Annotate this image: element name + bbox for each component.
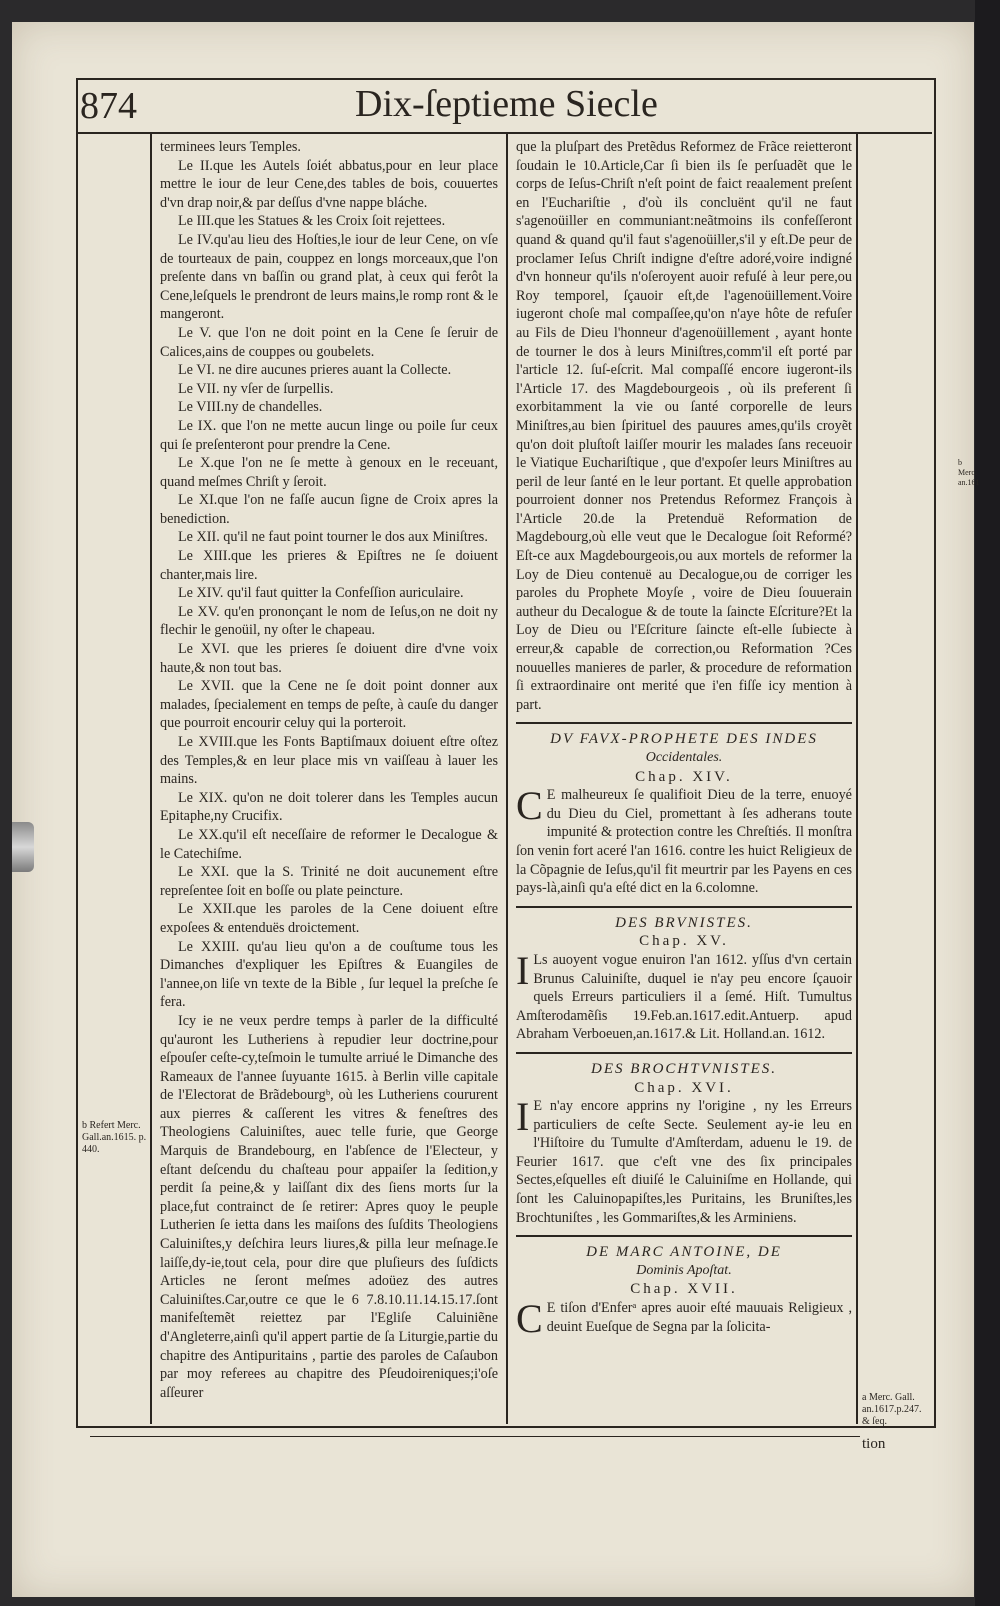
paragraph: Le XXII.que les paroles de la Cene doiuent eſtre expoſees & entenduës droictement. (160, 901, 498, 936)
left-column (160, 138, 498, 1402)
section-text: E malheureux ſe qualifioit Dieu de la terre, enuoyé du Dieu du Ciel, promettant à ſes adherans toute impunité & protection contre les Chreſtiés. Il monſtra ſon venin fort aceré l'an 1616. contre les huict Religieux de la Cõpagnie de Ieſus,qu'il fit meurtrir par les Payens en ces pays-là,ainſi qu'a eſté dict en la 6.colomne. (516, 787, 852, 897)
header-rule (76, 132, 932, 134)
paragraph: Icy ie ne veux perdre temps à parler de la difficulté qu'auront les Lutheriens à repudier leur doctrine,pour eſpouſer ceſte-cy,teſmoin le tumulte arriué le Dimanche des Rameaux de l'annee ſuyuante 1615. à Berlin ville capitale de l'Electorat de Brãdebourgᵇ, où les Lutheriens coururent aux pierres & caſſerent les vitres & feneſtres des Theologiens Caluiniſtes, auec telle furie, que George Marquis de Brandebourg, en l'abſence de l'Electeur, y eſtant deſcendu du chaſteau pour appaiſer la ſedition,y perdit ſa peine,& y laiſſant dix des ſiens morts ſur la place,fut contrainct de ſe retirer: Apres quoy le peuple Lutherien ſe ietta dans les maiſons des ſuſdits Theologiens Caluiniſtes,y deſchira leurs liures,& pilla leur meſnage.Ie laiſſe,dy-ie,tout cela, pour dire que pluſieurs des ſuſdicts Articles ne ſeront meſmes adoüez des autres Caluiniſtes.Car,outre ce que le 6 7.8.10.11.14.15.17.ſont manifeſtemẽt reiettez par l'Egliſe Caluiniẽne d'Angleterre,ainſi qu'il appert partie de ſa Liturgie,partie du chapitre des Antipuritains , partie des paroles de Caſaubon par moy referees au chapitre des Pſeudoireniques;i'oſe aſſeurer (160, 1012, 498, 1401)
running-title: Dix-ſeptieme Siecle (355, 83, 658, 125)
paragraph: Le V. que l'on ne doit point en la Cene ſe ſeruir de Calices,ains de couppes ou goubelets. (160, 324, 498, 360)
chapter-heading: Chap. XV. (639, 933, 729, 950)
section-rule (516, 906, 852, 908)
paragraph: Le VII. ny vſer de ſurpellis. (178, 380, 334, 397)
paragraph: que la pluſpart des Pretẽdus Reformez de Frãce reietteront ſoudain le 10.Article,Car ſi bien ils ſe perſuadẽt que le corps de Ieſus-Chriſt n'eſt point de faict reaalement preſent en l'Euchariſtie , d'où ils concluënt qu'il ne faut s'agenoüiller en communiant:neãtmoins ils confeſſeront quand & quand qu'il faut s'agenoüiller,s'il y eſt.De peur de proclamer Ieſus Chriſt indigne d'eſtre adoré,voire indigné d'vn honneur qu'ils n'oſeroyent auoir refuſé à leur pere,ou Roy temporel, ſçauoir eſt,de l'agenoüillement.Voire iugeront choſe mal compaſſee,qu'on n'aye hôte de refuſer au Fils de Dieu l'honneur d'agenoüillement , ayant honte de tourner le dos à leurs Miniſtres,comm'il eſt porté par l'article 12. ſuſ-eſcrit. Mal compaſſé encore iugeront-ils l'Article 17. des Magdebourgeois , où ils preferent ſi exorbitamment la vie ou ſanté corporelle de leurs Miniſtres,au bien ſpirituel des pauures ames,qu'ils croyẽt qu'on doit pluſtoſt laiſſer mourir les malades ſans receuoir le Viatique Euchariſtique , que d'expoſer leurs Miniſtres au peril de leur ſanté en le leur portant. Et quelle approbation pourroient donner nos Pretendus Reformez François à l'Article 20.de la Pretenduë Reformation de Magdebourg,où elle veut que le Decalogue ſoit Reformé?Eſt-ce aux Magdebourgeois,ou aux mortels de reformer la Loy de Dieu contenuë au Decalogue,ou de corriger les paroles du Prophete Moyſe , voire de Dieu ſouuerain autheur du Decalogue & de toute la ſaincte Eſcriture?Et la Loy de Dieu ou l'Eſcriture ſaincte eſt-elle ſubiecte à erreur,& capable de correction,ou Reformation ?Ces nouuelles manieres de parler, & procedure de reformation ſi extraordinaire ont merité que i'en fiſſe icy mention à part. (516, 139, 852, 713)
catchword: tion (862, 1436, 886, 1452)
right-margin-rule (856, 134, 858, 1424)
paragraph: Le XVII. que la Cene ne ſe doit point donner aux malades, ſpecialement en temps de peſte, à cauſe du danger que pourroit encourir celuy qui la porteroit. (160, 678, 498, 732)
section-rule (516, 1052, 852, 1054)
paragraph: Le XX.qu'il eſt neceſſaire de reformer le Decalogue & le Catechiſme. (160, 826, 498, 862)
scan-background (975, 0, 1000, 1606)
section-body (516, 1296, 852, 1342)
chapter-heading: Chap. XVII. (630, 1281, 738, 1298)
page-number: 874 (80, 85, 137, 127)
paragraph: Le XVIII.que les Fonts Baptiſmaux doiuent eſtre oſtez des Temples,& en leur place mis vn vaiſſeau à lauer les mains. (160, 734, 498, 788)
section-title: DV FAVX-PROPHETE DES INDES (550, 731, 818, 748)
drop-cap: I (516, 1094, 530, 1140)
section-text: Ls auoyent vogue enuiron l'an 1612. yſſus d'vn certain Brunus Caluiniſte, duquel ie n'ay peu encore ſçauoir quels Erreurs particuliers il a ſemé. Hiſt. Tumultus Amſterodamẽſis 19.Feb.an.1617.edit.Antuerp. apud Abraham Verboeuen,an.1617.& Lit. Holland.an. 1612. (516, 951, 852, 1043)
paragraph: Le XIII.que les prieres & Epiſtres ne ſe doiuent chanter,mais lire. (160, 548, 498, 583)
margin-note-left: b Refert Merc. Gall.an.1615. p. 440. (82, 1120, 147, 1155)
paragraph: Le XIV. qu'il faut quitter la Confeſſion auriculaire. (178, 585, 464, 602)
drop-cap: C (516, 1296, 543, 1342)
paragraph: Le X.que l'on ne ſe mette à genoux en le receuant, quand meſmes Chriſt y ſeroit. (160, 455, 498, 490)
paragraph: Le XI.que l'on ne faſſe aucun ſigne de Croix apres la benediction. (160, 492, 498, 527)
drop-cap: I (516, 947, 530, 993)
section-rule (516, 1235, 852, 1237)
chapter-heading: Chap. XVI. (634, 1079, 734, 1096)
section-title: DE MARC ANTOINE, DE (586, 1244, 782, 1261)
paragraph: Le IX. que l'on ne mette aucun linge ou poile ſur ceux qui ſe preſenteront pour prendre la Cene. (160, 417, 498, 453)
paragraph: Le IV.qu'au lieu des Hoſties,le iour de leur Cene, on vſe de tourteaux de pain, couppez en longs morceaux,que l'on preſente dans vn baſſin ou grand plat, à ceux qui ferôt la Cene,leſquels le prendront de leurs mains,le romp ront & le mangeront. (160, 231, 498, 323)
section-subtitle: Dominis Apoſtat. (636, 1262, 732, 1278)
paragraph: Le XV. qu'en prononçant le nom de Ieſus,on ne doit ny flechir le genoüil, ny oſter le chapeau. (160, 603, 498, 639)
section-text: E tiſon d'Enferᵃ apres auoir eſté mauuais Religieux , deuint Eueſque de Segna par la ſolicita- (546, 1300, 852, 1335)
section-rule (516, 722, 852, 724)
paragraph: Le XVI. que les prieres ſe doiuent dire d'vne voix haute,& non tout bas. (160, 641, 498, 676)
drop-cap: C (516, 783, 543, 829)
left-margin-rule (150, 134, 152, 1424)
paragraph: Le XIX. qu'on ne doit tolerer dans les Temples aucun Epitaphe,ny Crucifix. (160, 789, 498, 825)
paragraph: Le III.que les Statues & les Croix ſoit rejettees. (178, 213, 446, 230)
section-body (516, 783, 852, 898)
right-column (516, 138, 852, 1342)
chapter-heading: Chap. XIV. (635, 768, 733, 785)
paragraph: terminees leurs Temples. (160, 139, 301, 155)
paragraph: Le XII. qu'il ne faut point tourner le dos aux Miniſtres. (178, 529, 488, 546)
section-text: E n'ay encore apprins ny l'origine , ny les Erreurs particuliers de ceſte Secte. Seulement ay-ie leu en l'Hiſtoire du Tumulte d'Amſterdam, aduenu le 19. de Feurier 1617. que c'eſt vne des ſix principales Sectes,eſquelles eſt diuiſé le Caluiniſme en Hollande, qui ſont les Caluinopapiſtes,les Puritains, les Bruniſtes,les Brochtuniſtes , les Gommariſtes,& les Arminiens. (516, 1098, 852, 1226)
column-divider (506, 134, 508, 1424)
paragraph: Le XXIII. qu'au lieu qu'on a de couſtume tous les Dimanches d'expliquer les Epiſtres & Euangiles de l'annee,on liſe vn texte de la Bible , ſur lequel la preſche ſe fera. (160, 938, 498, 1011)
paragraph: Le VI. ne dire aucunes prieres auant la Collecte. (178, 362, 452, 379)
bottom-rule (90, 1436, 860, 1437)
paragraph: Le VIII.ny de chandelles. (178, 399, 323, 416)
edge-margin-note: b Merc. an.161 (958, 458, 980, 487)
section-body (516, 1094, 852, 1227)
margin-note-right: a Merc. Gall. an.1617.p.247. & ſeq. (862, 1392, 922, 1427)
section-title: DES BROCHTVNISTES. (591, 1060, 777, 1077)
section-body (516, 947, 852, 1044)
section-subtitle: Occidentales. (645, 750, 723, 765)
section-title: DES BRVNISTES. (615, 914, 753, 931)
paragraph: Le II.que les Autels ſoiét abbatus,pour en leur place mettre le iour de leur Cene,des tables de bois, couuertes d'vn drap noir,& par deſſus d'vne nappe bláche. (160, 157, 498, 211)
paragraph: Le XXI. que la S. Trinité ne doit aucunement eſtre repreſentee ſoit en boſſe ou plate peincture. (160, 864, 498, 899)
binding-clip (12, 822, 34, 872)
